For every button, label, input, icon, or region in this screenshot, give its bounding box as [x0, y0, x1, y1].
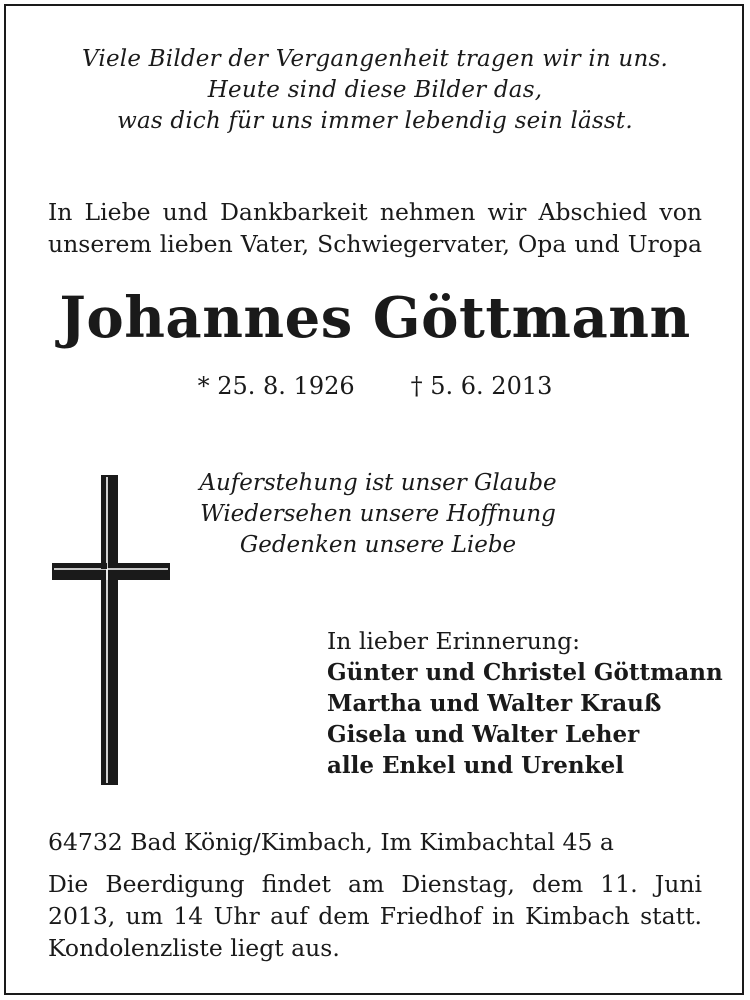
family-address: 64732 Bad König/Kimbach, Im Kimbachtal 45 a [48, 828, 614, 856]
mourners-block [327, 626, 723, 781]
poem-line: Heute sind diese Bilder das, [207, 77, 543, 103]
mourner-name: alle Enkel und Urenkel [327, 752, 624, 779]
funeral-notice [48, 868, 702, 964]
life-dates [0, 370, 750, 402]
funeral-line: Die Beerdigung findet am Dienstag, dem 11. Juni [48, 870, 702, 898]
cross-icon [52, 475, 170, 785]
poem-line: was dich für uns immer lebendig sein lässt. [117, 108, 633, 134]
mourners-heading: In lieber Erinnerung: [327, 627, 581, 655]
intro-line: In Liebe und Dankbarkeit nehmen wir Abschied von [48, 198, 702, 226]
poem-line: Viele Bilder der Vergangenheit tragen wir in uns. [82, 46, 668, 72]
death-date: † 5. 6. 2013 [410, 372, 553, 400]
intro-line: unserem lieben Vater, Schwiegervater, Opa und Uropa [48, 230, 702, 258]
faith-verse [163, 468, 593, 561]
birth-date: * 25. 8. 1926 [197, 372, 355, 400]
funeral-line: Kondolenzliste liegt aus. [48, 934, 340, 962]
verse-line: Wiedersehen unsere Hoffnung [200, 501, 556, 527]
opening-poem [0, 44, 750, 137]
mourner-name: Martha und Walter Krauß [327, 690, 662, 717]
mourner-name: Gisela und Walter Leher [327, 721, 640, 748]
mourner-name: Günter und Christel Göttmann [327, 659, 723, 686]
farewell-intro [48, 196, 702, 260]
deceased-name: Johannes Göttmann [59, 285, 691, 351]
funeral-line: 2013, um 14 Uhr auf dem Friedhof in Kimbach statt. [48, 902, 702, 930]
verse-line: Auferstehung ist unser Glaube [199, 470, 557, 496]
verse-line: Gedenken unsere Liebe [239, 532, 517, 558]
